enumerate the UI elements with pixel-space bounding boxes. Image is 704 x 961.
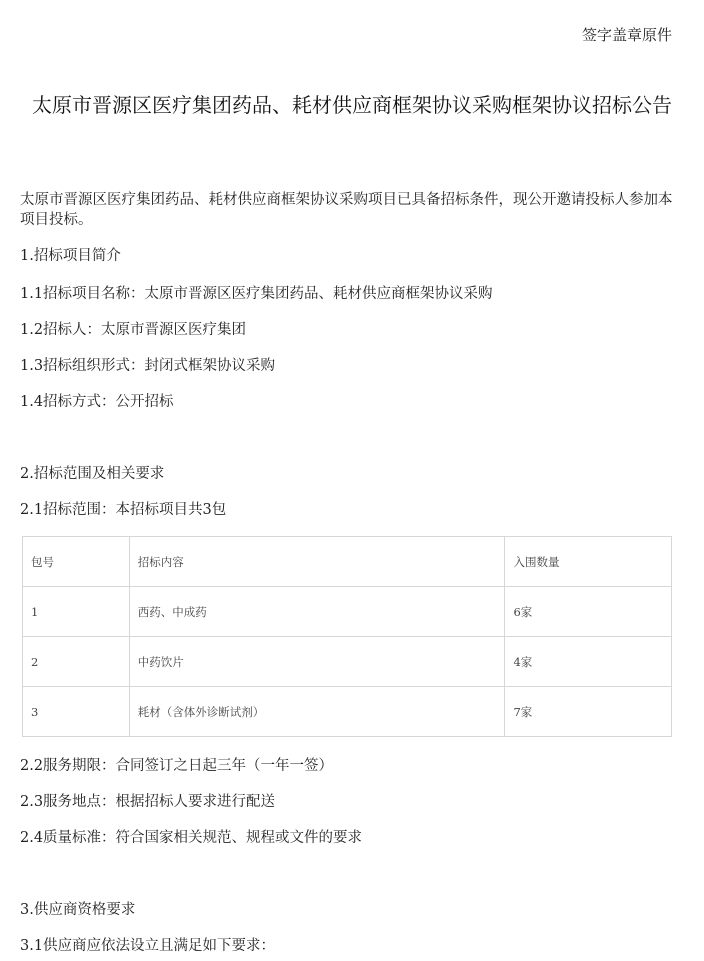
package-table — [22, 536, 672, 737]
tender-scope: 2.1招标范围：本招标项目共3包 — [20, 502, 227, 518]
cell-quota: 4家 — [505, 637, 672, 687]
section-3-heading: 3.供应商资格要求 — [20, 902, 136, 918]
table-row — [23, 637, 672, 687]
section-2-heading: 2.招标范围及相关要求 — [20, 466, 165, 482]
header-quota: 入围数量 — [505, 537, 672, 587]
cell-content: 耗材（含体外诊断试剂） — [129, 687, 505, 737]
organization-form: 1.3招标组织形式：封闭式框架协议采购 — [20, 358, 276, 374]
cell-content: 西药、中成药 — [129, 587, 505, 637]
supplier-requirement: 3.1供应商应依法设立且满足如下要求： — [20, 938, 276, 954]
service-period: 2.2服务期限：合同签订之日起三年（一年一签） — [20, 758, 334, 774]
cell-package-no: 2 — [23, 637, 130, 687]
table-header-row — [23, 537, 672, 587]
cell-quota: 6家 — [505, 587, 672, 637]
cell-package-no: 1 — [23, 587, 130, 637]
header-content: 招标内容 — [129, 537, 505, 587]
section-1-heading: 1.招标项目简介 — [20, 248, 121, 264]
cell-quota: 7家 — [505, 687, 672, 737]
header-package-no: 包号 — [23, 537, 130, 587]
cell-content: 中药饮片 — [129, 637, 505, 687]
cell-package-no: 3 — [23, 687, 130, 737]
table-row — [23, 587, 672, 637]
project-name: 1.1招标项目名称：太原市晋源区医疗集团药品、耗材供应商框架协议采购 — [20, 286, 493, 302]
intro-paragraph: 太原市晋源区医疗集团药品、耗材供应商框架协议采购项目已具备招标条件，现公开邀请投标人参加本项目投标。 — [20, 192, 673, 228]
service-location: 2.3服务地点：根据招标人要求进行配送 — [20, 794, 276, 810]
quality-standard: 2.4质量标准：符合国家相关规范、规程或文件的要求 — [20, 830, 363, 846]
original-stamp-note: 签字盖章原件 — [581, 26, 672, 44]
tender-method: 1.4招标方式：公开招标 — [20, 394, 174, 410]
tenderer: 1.2招标人：太原市晋源区医疗集团 — [20, 322, 247, 338]
page-title: 太原市晋源区医疗集团药品、耗材供应商框架协议采购框架协议招标公告 — [32, 93, 672, 117]
table-row — [23, 687, 672, 737]
